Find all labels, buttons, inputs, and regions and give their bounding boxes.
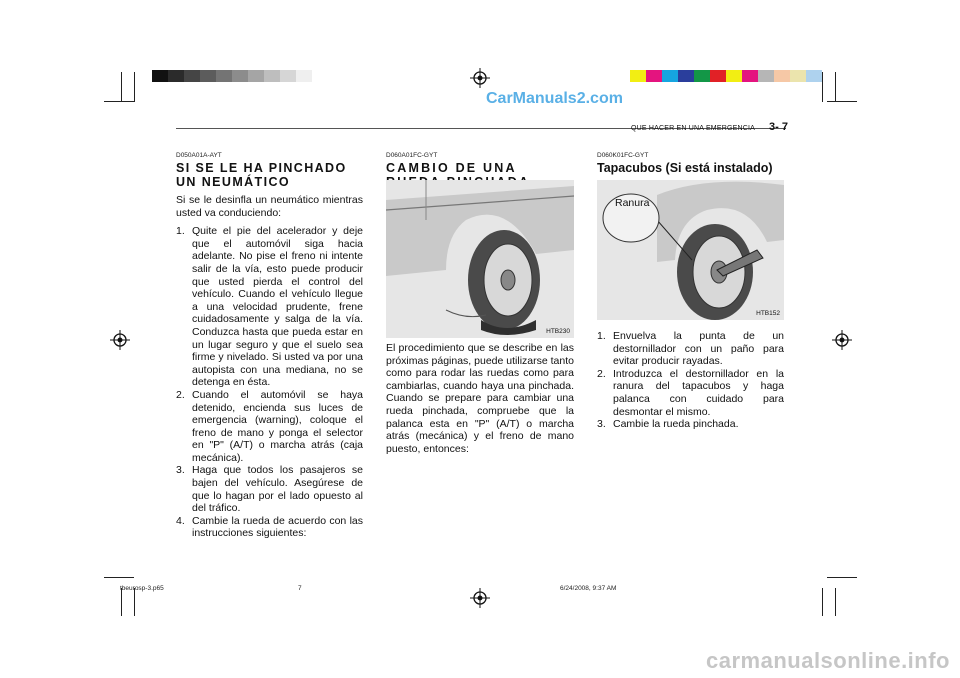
crop-mark bbox=[121, 72, 122, 102]
list-number: 2. bbox=[176, 388, 185, 401]
section-heading: Tapacubos (Si está instalado) bbox=[597, 161, 773, 175]
column-hubcap-body bbox=[597, 324, 784, 431]
bottom-logo-text[interactable]: carmanualsonline.info bbox=[706, 648, 950, 673]
list-number: 4. bbox=[176, 514, 185, 527]
running-head bbox=[631, 125, 755, 132]
list-item bbox=[176, 389, 363, 465]
list-item bbox=[176, 515, 363, 540]
registration-mark-icon bbox=[832, 330, 852, 350]
section-code: D060A01FC-GYT bbox=[386, 152, 438, 159]
color-swatch bbox=[152, 70, 168, 82]
section-body: El procedimiento que se describe en las próximas páginas, puede utilizarse tanto como para rodar las ruedas como para cambiarlas, cuando haya una pinchada. Cuando se prepare para cambiar una rueda pinchada, compruebe que la palanca esta en "P" (A/T) o marcha atrás (mecánica) y el freno de mano puesto, entonces: bbox=[386, 342, 574, 455]
list-item bbox=[176, 225, 363, 389]
list-item bbox=[597, 418, 784, 431]
crop-mark bbox=[134, 588, 135, 616]
crop-mark bbox=[134, 72, 135, 102]
list-text: Cuando el automóvil se haya detenido, encienda sus luces de emergencia (warning), coloque el freno de mano y ponga el selector en "P" (A/T) o marcha atrás (caja mecánica). bbox=[192, 388, 363, 464]
crop-mark bbox=[104, 101, 134, 102]
section-code: D060K01FC-GYT bbox=[597, 152, 649, 159]
section-heading: CAMBIO DE UNA bbox=[386, 161, 517, 175]
list-text: Quite el pie del acelerador y deje que el automóvil siga hacia adelante. No pise el freno ni intente salir de la vía, esto puede producir que usted pierda el control del vehículo. Cuando el vehículo llegue a una velocidad prudente, frene cuidadosamente y salga de la vía. Conduzca hasta que pueda estar en un lugar seguro y que el suelo sea firme y nivelado. Si usted va por una autopista con una mediana, no se detenga en ésta. bbox=[192, 225, 363, 389]
color-swatch bbox=[662, 70, 678, 82]
color-swatch bbox=[790, 70, 806, 82]
color-swatch bbox=[184, 70, 200, 82]
registration-mark-icon bbox=[470, 588, 490, 608]
list-text: Cambie la rueda pinchada. bbox=[613, 418, 739, 431]
list-number: 3. bbox=[176, 464, 185, 477]
crop-mark bbox=[822, 588, 823, 616]
color-swatch bbox=[248, 70, 264, 82]
color-swatch bbox=[296, 70, 312, 82]
list-text: Envuelva la punta de un destornillador con un paño para evitar producir rayadas. bbox=[613, 330, 784, 368]
instruction-list bbox=[597, 330, 784, 431]
figure-code: HTB230 bbox=[546, 328, 570, 335]
registration-mark-icon bbox=[470, 68, 490, 88]
color-swatch bbox=[694, 70, 710, 82]
column-wheel-change-body bbox=[386, 342, 574, 455]
list-number: 1. bbox=[597, 330, 606, 342]
color-swatch bbox=[742, 70, 758, 82]
section-heading: SI SE LE HA PINCHADO UN NEUMÁTICO bbox=[176, 161, 347, 189]
flat-tire-illustration bbox=[386, 180, 574, 338]
crop-mark bbox=[121, 588, 122, 616]
crop-mark bbox=[835, 72, 836, 102]
crop-mark bbox=[104, 577, 134, 578]
color-swatch bbox=[168, 70, 184, 82]
hubcap-illustration bbox=[597, 180, 784, 320]
list-text: Introduzca el destornillador en la ranura del tapacubos y haga palanca con cuidado para desmontar el mismo. bbox=[613, 367, 784, 418]
section-code: D050A01A-AYT bbox=[176, 152, 222, 159]
list-item bbox=[597, 368, 784, 418]
list-number: 3. bbox=[597, 418, 606, 431]
list-number: 2. bbox=[597, 367, 606, 380]
list-item bbox=[176, 464, 363, 514]
list-text: Cambie la rueda de acuerdo con las instrucciones siguientes: bbox=[192, 514, 363, 540]
crop-mark bbox=[827, 577, 857, 578]
color-swatch bbox=[710, 70, 726, 82]
crop-mark bbox=[822, 72, 823, 102]
color-swatch bbox=[216, 70, 232, 82]
grayscale-color-bar bbox=[152, 70, 312, 82]
page-number: 3- 7 bbox=[769, 121, 788, 133]
color-swatch bbox=[264, 70, 280, 82]
footer-page: 7 bbox=[298, 585, 302, 592]
list-number: 1. bbox=[176, 225, 185, 238]
color-swatch bbox=[280, 70, 296, 82]
color-swatch bbox=[630, 70, 646, 82]
section-title: QUE HACER EN UNA EMERGENCIA bbox=[630, 125, 755, 132]
color-swatch bbox=[646, 70, 662, 82]
column-flat-tire bbox=[176, 152, 363, 540]
footer-date: 6/24/2008, 9:37 AM bbox=[560, 585, 617, 592]
color-calibration-bar bbox=[630, 70, 822, 82]
section-intro: Si se le desinfla un neumático mientras usted va conduciendo: bbox=[176, 194, 363, 219]
footer-file: tbeurosp-3.p65 bbox=[120, 585, 164, 592]
crop-mark bbox=[835, 588, 836, 616]
bottom-banner bbox=[0, 646, 960, 678]
color-swatch bbox=[806, 70, 822, 82]
color-swatch bbox=[726, 70, 742, 82]
callout-label: Ranura bbox=[615, 197, 650, 209]
color-swatch bbox=[678, 70, 694, 82]
figure-code: HTB152 bbox=[756, 310, 780, 317]
list-item bbox=[597, 330, 784, 368]
color-swatch bbox=[774, 70, 790, 82]
list-text: Haga que todos los pasajeros se bajen del vehículo. Asegúrese de que lo hagan por el lado opuesto al del tráfico. bbox=[192, 464, 363, 515]
color-swatch bbox=[758, 70, 774, 82]
registration-mark-icon bbox=[110, 330, 130, 350]
column-hubcap bbox=[597, 152, 784, 175]
watermark-text[interactable]: CarManuals2.com bbox=[486, 90, 623, 107]
instruction-list bbox=[176, 225, 363, 540]
color-swatch bbox=[232, 70, 248, 82]
color-swatch bbox=[200, 70, 216, 82]
crop-mark bbox=[827, 101, 857, 102]
